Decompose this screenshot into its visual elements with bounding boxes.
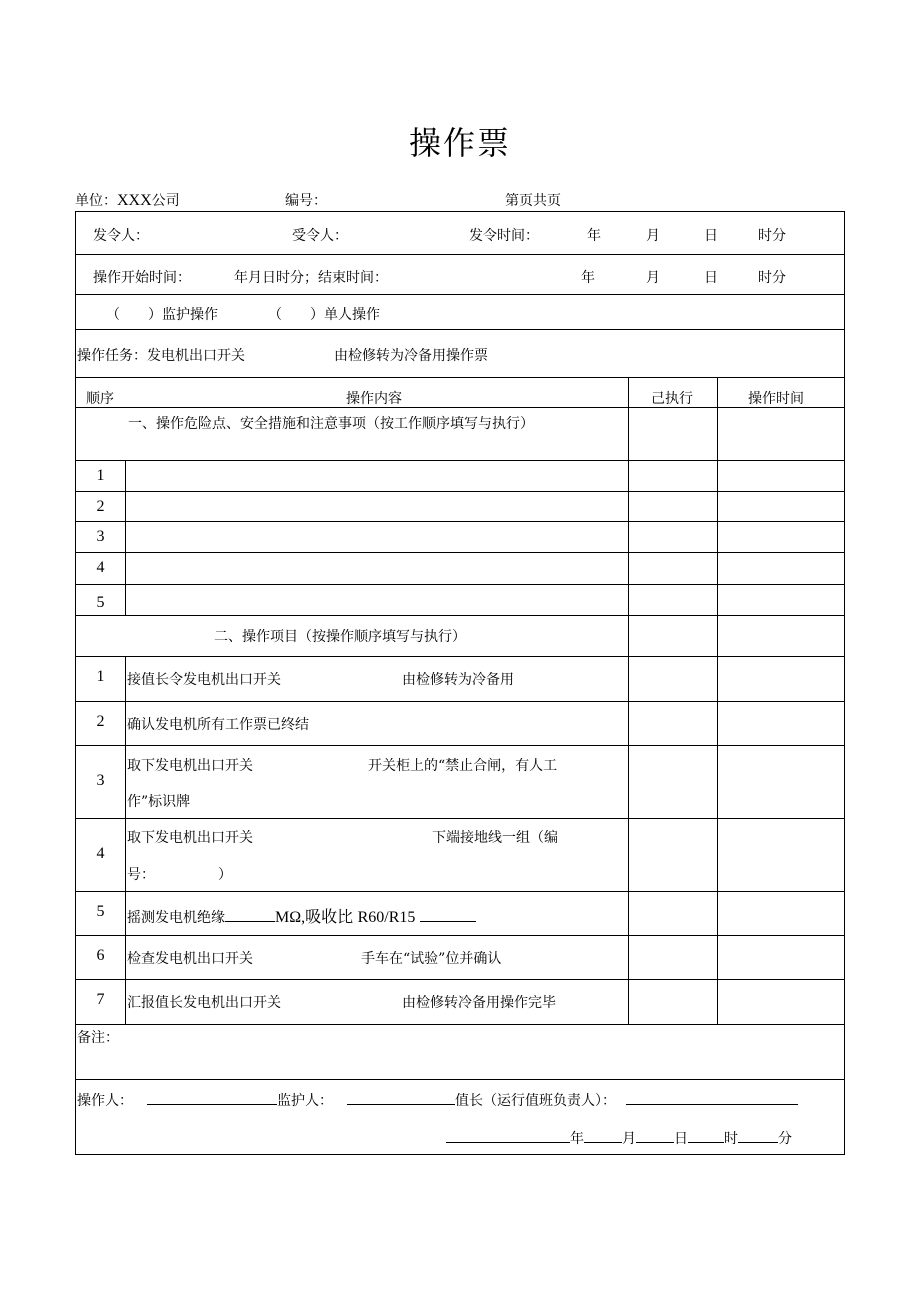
hour-blank[interactable] — [688, 1130, 724, 1143]
page-title: 操作票 — [408, 124, 511, 162]
chief-blank[interactable] — [626, 1092, 798, 1105]
end-day: 日 — [704, 270, 718, 286]
minute-blank[interactable] — [738, 1130, 778, 1143]
step-text: 接值长令发电机出口开关 — [127, 672, 281, 688]
hazard-row-num: 4 — [96, 559, 105, 576]
task-label: 操作任务：发电机出口开关 — [77, 348, 245, 364]
step-text: 取下发电机出口开关 — [127, 830, 253, 846]
step-num: 7 — [96, 991, 105, 1008]
page-count-label: 第页共页 — [505, 193, 561, 209]
step-text: 检查发电机出口开关 — [127, 951, 253, 967]
operator-blank[interactable] — [147, 1092, 277, 1105]
step-num: 3 — [96, 772, 105, 789]
end-time-label: 年月日时分；结束时间： — [234, 270, 388, 286]
step-num: 1 — [96, 668, 105, 685]
issue-hourmin: 时分 — [758, 228, 786, 244]
step-text: 下端接地线一组（编 — [432, 830, 558, 846]
step-text: 由检修转为冷备用 — [402, 672, 514, 688]
hazard-row-num: 2 — [96, 498, 105, 515]
issue-month: 月 — [646, 228, 660, 244]
step-text: 确认发电机所有工作票已终结 — [127, 717, 309, 733]
single-operation-option[interactable]: （ ）单人操作 — [268, 307, 380, 323]
date-blank[interactable] — [446, 1130, 570, 1143]
end-hourmin: 时分 — [758, 270, 786, 286]
step-text: 手车在“试验”位并确认 — [361, 951, 502, 967]
col-time: 操作时间 — [748, 391, 804, 407]
end-year: 年 — [581, 270, 595, 286]
start-time-label: 操作开始时间： — [93, 270, 191, 286]
col-content: 操作内容 — [346, 391, 402, 407]
number-label: 编号： — [285, 193, 327, 209]
task-suffix: 由检修转为冷备用操作票 — [334, 348, 488, 364]
month-blank[interactable] — [584, 1130, 622, 1143]
hazard-row-num: 1 — [96, 467, 105, 484]
step-text: 开关柜上的“禁止合闸，有人工 — [368, 758, 558, 774]
operation-ticket-form — [75, 211, 845, 1155]
step-text: 取下发电机出口开关 — [127, 758, 253, 774]
section2-heading: 二、操作项目（按操作顺序填写与执行） — [214, 629, 466, 645]
issue-year: 年 — [587, 228, 601, 244]
receiver-label: 受令人： — [292, 228, 348, 244]
end-month: 月 — [646, 270, 660, 286]
remark-label: 备注： — [77, 1030, 119, 1046]
step-num: 2 — [96, 713, 105, 730]
unit-field: 单位：XXX公司 — [75, 192, 180, 209]
absorption-ratio-blank[interactable] — [420, 909, 476, 922]
guardian-blank[interactable] — [347, 1092, 455, 1105]
insulation-value-blank[interactable] — [225, 909, 275, 922]
signature-row: 操作人： 监护人： 值长（运行值班负责人）： — [77, 1090, 798, 1110]
col-seq: 顺序 — [86, 391, 114, 407]
section1-heading: 一、操作危险点、安全措施和注意事项（按工作顺序填写与执行） — [128, 416, 534, 432]
step-num: 6 — [96, 947, 105, 964]
col-executed: 己执行 — [651, 391, 693, 407]
step-num: 4 — [96, 845, 105, 862]
hazard-row-num: 5 — [96, 594, 105, 611]
insulation-row: 摇测发电机绝缘 MΩ,吸收比 R60/R15 — [127, 904, 476, 927]
day-blank[interactable] — [636, 1130, 674, 1143]
step-text: 作”标识牌 — [127, 794, 191, 810]
step-text: 汇报值长发电机出口开关 — [127, 995, 281, 1011]
issue-day: 日 — [704, 228, 718, 244]
supervised-operation-option[interactable]: （ ）监护操作 — [106, 307, 218, 323]
issuer-label: 发令人： — [93, 228, 149, 244]
step-text: 号： ） — [127, 867, 232, 883]
hazard-row-num: 3 — [96, 528, 105, 545]
step-num: 5 — [96, 903, 105, 920]
issue-time-label: 发令时间： — [469, 228, 539, 244]
step-text: 由检修转冷备用操作完毕 — [402, 995, 556, 1011]
signature-date-row: 年 月 日 时 分 — [446, 1128, 792, 1148]
